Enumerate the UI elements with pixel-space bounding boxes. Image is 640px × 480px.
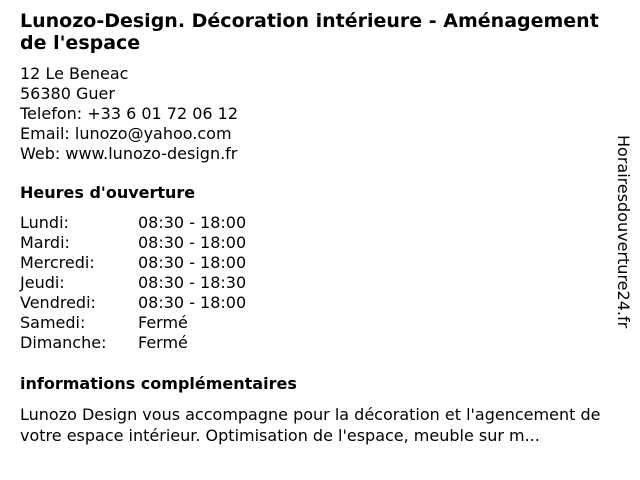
hours-row-monday [20, 213, 246, 233]
opening-hours-heading: Heures d'ouverture [20, 183, 196, 202]
day-hours: 08:30 - 18:00 [138, 233, 247, 252]
email-address: Email: lunozo@yahoo.com [20, 124, 232, 143]
day-hours: 08:30 - 18:00 [138, 213, 247, 232]
day-hours: Fermé [138, 313, 188, 332]
site-watermark: Horairesdouverture24.fr [614, 135, 633, 329]
day-label: Lundi: [20, 213, 69, 232]
day-hours: 08:30 - 18:30 [138, 273, 247, 292]
day-label: Dimanche: [20, 333, 107, 352]
phone-number: Telefon: +33 6 01 72 06 12 [20, 104, 239, 123]
day-hours: 08:30 - 18:00 [138, 253, 247, 272]
day-label: Samedi: [20, 313, 86, 332]
hours-row-tuesday [20, 233, 246, 253]
additional-info-heading: informations complémentaires [20, 374, 297, 393]
day-label: Mercredi: [20, 253, 95, 272]
day-hours: Fermé [138, 333, 188, 352]
hours-row-thursday [20, 273, 246, 293]
day-label: Mardi: [20, 233, 70, 252]
day-label: Jeudi: [20, 273, 65, 292]
website-address: Web: www.lunozo-design.fr [20, 144, 238, 163]
day-label: Vendredi: [20, 293, 96, 312]
hours-row-saturday [20, 313, 246, 333]
street-address: 12 Le Beneac [20, 64, 129, 83]
hours-row-friday [20, 293, 246, 313]
city-postal: 56380 Guer [20, 84, 115, 103]
additional-info-text: Lunozo Design vous accompagne pour la décoration et l'agencement de votre espace intérieur. Optimisation de l'espace, meuble sur m... [20, 405, 601, 445]
opening-hours-table [20, 213, 246, 353]
hours-row-sunday [20, 333, 246, 353]
page-title: Lunozo-Design. Décoration intérieure - Aménagement de l'espace [20, 10, 599, 54]
address-block [20, 64, 238, 164]
hours-row-wednesday [20, 253, 246, 273]
day-hours: 08:30 - 18:00 [138, 293, 247, 312]
